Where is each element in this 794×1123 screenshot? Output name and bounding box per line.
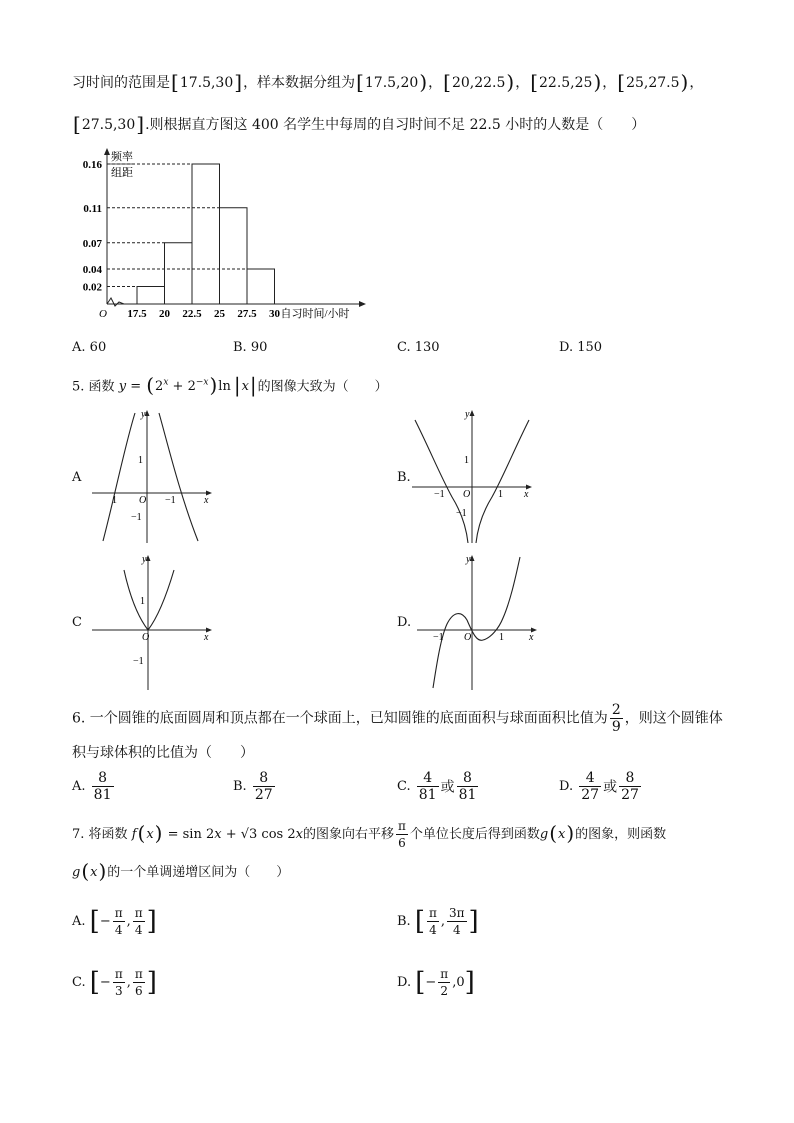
q4-group-2: 20,22.5 [451, 75, 506, 91]
q4-range-value: 17.5,30 [179, 75, 234, 91]
y-axis-label: y [142, 554, 147, 565]
x-tick-label: 17.5 [127, 308, 147, 320]
den: 4 [134, 923, 143, 937]
option-text: 90 [250, 340, 268, 355]
histogram-bar [192, 164, 220, 304]
num: π [428, 906, 437, 920]
q6-option-d[interactable] [559, 770, 643, 803]
graph-b [410, 405, 540, 545]
histogram-chart [70, 140, 380, 325]
x-axis-label: x [204, 495, 209, 506]
y-tick-label: 0.16 [82, 159, 102, 171]
num: 2 [611, 702, 621, 718]
histogram-layer [83, 148, 366, 320]
den: 6 [134, 984, 143, 998]
sep: ， [428, 75, 443, 91]
q4-group-5: 27.5,30 [81, 117, 136, 133]
num: π [114, 906, 123, 920]
q4-option-c[interactable] [397, 340, 440, 355]
q5-number: 5. [72, 379, 85, 395]
interval-start [438, 966, 450, 999]
x-tick-label: 20 [159, 308, 170, 320]
q7-option-b[interactable]: B. [ $\frac{\pi}{4}$ , $\frac{3\pi}{4}$ ] [397, 906, 479, 937]
option-letter: B. [233, 779, 247, 794]
den: 81 [93, 787, 112, 803]
interval-start [113, 905, 125, 938]
tick-label: 1 [140, 596, 145, 607]
den: 27 [254, 787, 273, 803]
q7-shift-fraction [396, 818, 408, 851]
option-letter: D. [559, 779, 574, 794]
y-axis-label-bottom: 组距 [111, 167, 133, 179]
num: 8 [92, 770, 114, 787]
q4-text-groups: ，样本数据分组为 [243, 75, 356, 91]
graph-a [90, 405, 220, 545]
num: π [114, 967, 123, 981]
q4-text-range: 习时间的范围是 [72, 75, 170, 91]
q7-line1: 7. 将函数 f(x) = sin 2x + √3 cos 2x的图象向右平移 $\frac{\pi}{6}$ 个单位长度后得到函数g(x)的图象，则函数 [72, 819, 667, 850]
origin-label: O [464, 632, 472, 643]
num: 3π [449, 906, 465, 920]
q7-option-d[interactable]: D. [− $\frac{\pi}{2}$ ,0] [397, 967, 475, 998]
graph-c [90, 552, 220, 692]
neg-sign: − [425, 975, 437, 990]
y-axis-arrow [104, 148, 110, 155]
tick-label: 1 [112, 495, 117, 506]
x-axis-label: 自习时间/小时 [280, 308, 350, 320]
x-axis-label: x [204, 632, 209, 643]
num: π [134, 906, 143, 920]
x-axis-label: x [529, 632, 534, 643]
q6-stem: 6. 一个圆锥的底面圆周和顶点都在一个球面上，已知圆锥的底面面积与球面面积比值为 [72, 710, 608, 727]
option-letter: A. [72, 914, 86, 929]
den: 4 [429, 923, 437, 937]
origin-label: O [99, 308, 107, 320]
num: 4 [579, 770, 601, 787]
x-tick-label: 22.5 [182, 308, 202, 320]
q4-question-text: .则根据直方图这 400 名学生中每周的自习时间不足 22.5 小时的人数是（ ） [145, 117, 646, 133]
interval-start [427, 905, 439, 938]
num: π [440, 967, 449, 981]
den: 27 [581, 787, 600, 803]
q5-prefix: 函数 [88, 379, 115, 395]
interval-end [133, 966, 145, 999]
q7-option-c[interactable]: C. [− $\frac{\pi}{3}$ , $\frac{\pi}{6}$ ] [72, 967, 157, 998]
option-letter: A. [72, 779, 86, 794]
num: 4 [417, 770, 439, 787]
tick-label: 1 [498, 489, 503, 500]
y-axis-label: y [466, 554, 471, 565]
num: π [134, 967, 143, 981]
curve [476, 420, 529, 543]
q4-line2: [27.5,30].则根据直方图这 400 名学生中每周的自习时间不足 22.5 小时的人数是（ ） [73, 112, 646, 136]
q6-option-b[interactable] [233, 770, 277, 803]
tick-label: −1 [133, 656, 144, 667]
origin-label: O [139, 495, 147, 506]
curve [433, 557, 520, 688]
den: 9 [611, 719, 621, 735]
q4-option-b[interactable] [233, 340, 267, 355]
graph-d [415, 552, 545, 692]
tick-label: −1 [433, 632, 444, 643]
interval-start [113, 966, 125, 999]
q4-line1: 习时间的范围是[17.5,30]，样本数据分组为[17.5,20)，[20,22.5)，[22.5,25)，[25,27.5)， [72, 70, 704, 94]
q6-line2 [72, 743, 254, 763]
curve [124, 570, 174, 630]
option-letter: D. [397, 975, 412, 990]
q7-stem-b: 的图象向右平移 [302, 827, 394, 842]
y-axis-label: y [465, 409, 470, 420]
tick-label: −1 [131, 512, 142, 523]
q7-formula-f: f(x) = sin 2x + √3 cos 2x [131, 821, 303, 845]
option-text: 130 [414, 340, 440, 355]
q4-group-1: 17.5,20 [364, 75, 419, 91]
q5-option-c[interactable]: C [72, 615, 82, 630]
tick-label: 1 [138, 455, 143, 466]
tick-label: −1 [456, 508, 467, 519]
num: π [397, 819, 406, 833]
q5-option-d[interactable]: D. [397, 615, 412, 630]
q6-stem-end: ，则这个圆锥体 [624, 710, 723, 727]
den: 4 [452, 923, 461, 937]
tick-label: −1 [165, 495, 176, 506]
option-fraction [92, 770, 114, 803]
y-tick-label: 0.02 [82, 281, 102, 294]
axis-break [107, 298, 124, 306]
option-fraction [579, 770, 601, 803]
x-axis-label: x [524, 489, 529, 500]
tick-label: −1 [434, 489, 445, 500]
q7-stem-d: 的图象，则函数 [575, 827, 667, 842]
q5-option-b[interactable]: B. [397, 470, 411, 485]
sep: ， [689, 75, 704, 91]
histogram-bar [220, 208, 248, 304]
den: 4 [114, 923, 123, 937]
q7-line2: g(x)的一个单调递增区间为（ ） [72, 859, 290, 883]
q7-stem-e: 的一个单调递增区间为（ ） [107, 865, 290, 880]
tick-label: 1 [499, 632, 504, 643]
interval-end [133, 905, 145, 938]
q6-option-a[interactable] [72, 770, 116, 803]
option-text: 60 [89, 340, 107, 355]
q7-stem-a: 7. 将函数 [72, 827, 128, 842]
option-letter: D. [559, 340, 574, 355]
den: 6 [398, 836, 406, 850]
option-letter: C. [397, 340, 411, 355]
origin-label: O [142, 632, 150, 643]
interval-end [447, 905, 467, 938]
interval-end: 0 [456, 975, 465, 990]
y-axis-label: y [141, 409, 146, 420]
q5-formula: $y = (2^x + 2^{-x})\ln$ |x| [118, 373, 257, 398]
histogram-bar [247, 269, 275, 304]
den: 2 [440, 984, 449, 998]
den: 81 [458, 787, 477, 803]
q7-option-a[interactable]: A. [− $\frac{\pi}{4}$ , $\frac{\pi}{4}$ ] [72, 906, 157, 937]
den: 3 [114, 984, 123, 998]
option-letter: B. [233, 340, 247, 355]
x-tick-label: 25 [214, 308, 225, 320]
q5-stem [72, 373, 388, 397]
tick-label: 1 [464, 455, 469, 466]
x-tick-label: 30 [269, 308, 280, 320]
q6-stem-2: 积与球体积的比值为（ ） [72, 745, 254, 761]
q4-group-3: 22.5,25 [539, 75, 593, 91]
num: 8 [457, 770, 479, 787]
den: 27 [621, 787, 639, 803]
q6-line1 [72, 702, 723, 735]
option-letter: A. [72, 340, 86, 355]
or-text: 或 [603, 779, 618, 796]
q4-option-a[interactable] [72, 340, 106, 355]
or-text: 或 [440, 779, 455, 796]
q6-option-c[interactable] [397, 770, 480, 803]
option-fraction [457, 770, 479, 803]
histogram-bar [165, 243, 193, 304]
num: 8 [253, 770, 275, 787]
option-text: 150 [577, 340, 603, 355]
x-tick-label: 27.5 [237, 308, 257, 320]
option-fraction [619, 770, 641, 803]
sep: ， [602, 75, 617, 91]
y-tick-label: 0.04 [82, 264, 102, 276]
den: 81 [418, 787, 437, 803]
option-letter: C. [72, 975, 86, 990]
y-axis-label-top: 频率 [111, 151, 133, 163]
neg-sign: − [99, 975, 111, 990]
q6-ratio-fraction [610, 702, 623, 735]
curve [415, 420, 471, 543]
neg-sign: − [99, 914, 111, 929]
y-tick-label: 0.11 [83, 202, 102, 215]
option-fraction [253, 770, 275, 803]
option-letter: C. [397, 779, 411, 794]
q7-stem-c: 个单位长度后得到函数 [409, 827, 540, 842]
q4-group-4: 25,27.5 [626, 75, 680, 91]
origin-label: O [463, 489, 471, 500]
x-axis-arrow [359, 301, 366, 307]
curve [159, 413, 198, 541]
q5-suffix: 的图像大致为（ ） [257, 379, 388, 395]
num: 8 [619, 770, 641, 787]
option-letter: B. [397, 914, 411, 929]
y-tick-label: 0.07 [82, 237, 102, 250]
sep: ， [515, 75, 530, 91]
option-fraction [417, 770, 439, 803]
q5-option-a[interactable]: A [72, 470, 82, 485]
q4-option-d[interactable] [559, 340, 602, 355]
histogram-bar [137, 287, 165, 305]
